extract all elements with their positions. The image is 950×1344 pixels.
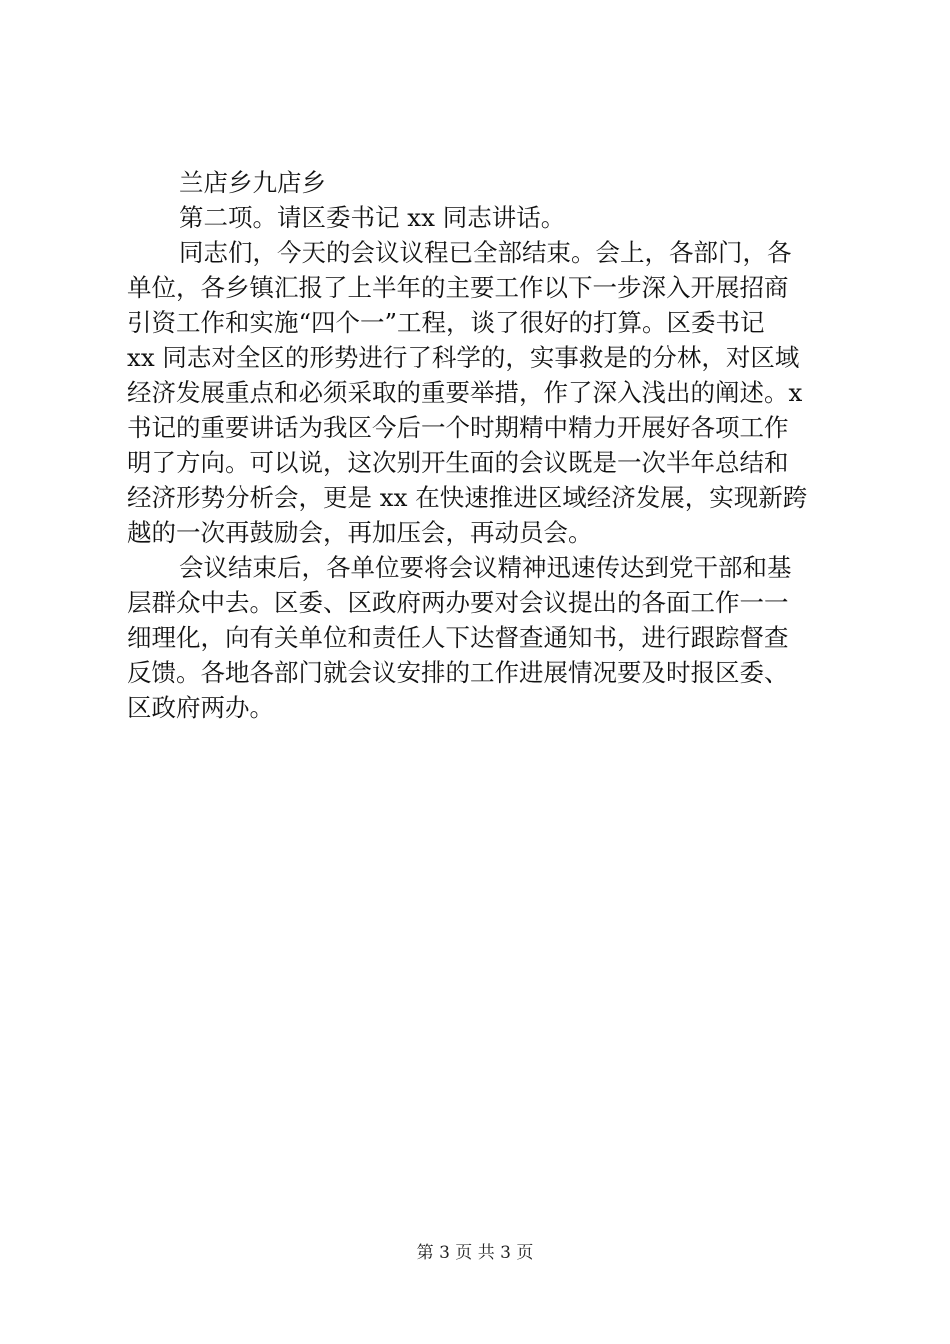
text-line: 单位，各乡镇汇报了上半年的主要工作以下一步深入开展招商 [127,273,789,302]
text-line: 反馈。各地各部门就会议安排的工作进展情况要及时报区委、 [127,658,789,687]
text-line: 明了方向。可以说，这次别开生面的会议既是一次半年总结和 [127,448,789,477]
text-line: 越的一次再鼓励会，再加压会，再动员会。 [127,518,593,547]
text-line: 区政府两办。 [127,693,274,722]
text-line: 层群众中去。区委、区政府两办要对会议提出的各面工作一一 [127,588,789,617]
page-number-footer: 第 3 页 共 3 页 [416,1243,534,1263]
text-line: 书记的重要讲话为我区今后一个时期精中精力开展好各项工作 [127,413,789,442]
document-body [127,165,833,725]
paragraph-start-line: 同志们，今天的会议议程已全部结束。会上，各部门，各 [179,238,792,267]
text-line: 第二项。请区委书记 xx 同志讲话。 [179,203,566,232]
text-line: xx 同志对全区的形势进行了科学的，实事救是的分林，对区域 [127,343,800,372]
text-line: 兰店乡九店乡 [179,168,326,197]
text-line: 引资工作和实施“四个一”工程，谈了很好的打算。区委书记 [127,308,765,337]
text-line: 细理化，向有关单位和责任人下达督查通知书，进行跟踪督查 [127,623,789,652]
text-line: 经济形势分析会，更是 xx 在快速推进区域经济发展，实现新跨 [127,483,808,512]
text-line: 经济发展重点和必须采取的重要举措，作了深入浅出的阐述。x [127,378,803,407]
paragraph-start-line: 会议结束后，各单位要将会议精神迅速传达到党干部和基 [179,553,792,582]
